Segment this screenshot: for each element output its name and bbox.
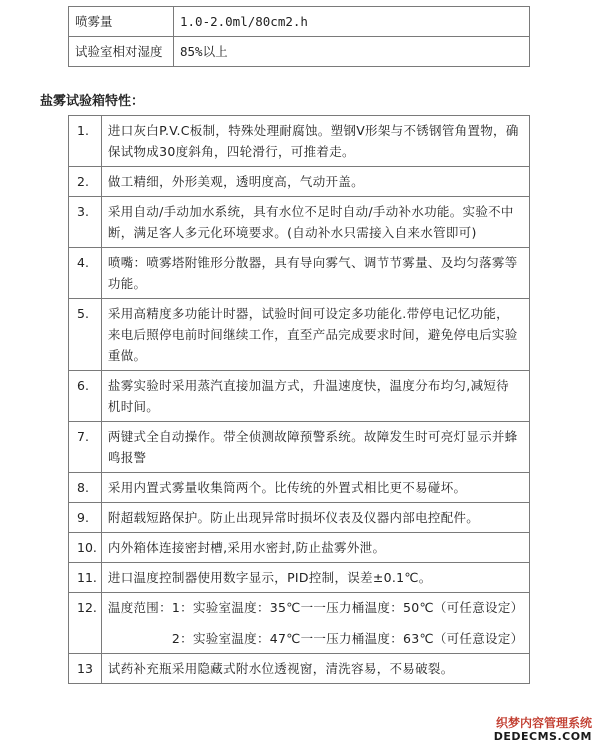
- feature-number: 3.: [69, 197, 102, 248]
- feature-text-line: 2：实验室温度：47℃一一压力桶温度：63℃（可任意设定）: [107, 631, 524, 646]
- watermark-line-1: 织梦内容管理系统: [495, 716, 592, 730]
- feature-number: 1.: [69, 116, 102, 167]
- feature-row: [69, 593, 530, 654]
- feature-number: 10.: [69, 533, 102, 563]
- spec-value: 1.0-2.0ml/80cm2.h: [174, 7, 530, 37]
- feature-text: [101, 473, 529, 503]
- watermark-logo: [494, 716, 592, 744]
- feature-text: [101, 371, 529, 422]
- spec-table-body: [69, 7, 530, 67]
- feature-number: 13: [69, 654, 102, 684]
- spec-row: [69, 37, 530, 67]
- feature-text-line: 进口温度控制器使用数字显示，PID控制，误差±0.1℃。: [107, 570, 432, 585]
- feature-number: 11.: [69, 563, 102, 593]
- feature-text-line: 盐雾实验时采用蒸汽直接加温方式，升温速度快，温度分布均匀,减短待机时间。: [107, 378, 509, 414]
- feature-number: 12.: [69, 593, 102, 654]
- feature-text-line: 做工精细，外形美观，透明度高，气动开盖。: [107, 174, 364, 189]
- feature-text-line: 喷嘴：喷雾塔附锥形分散器，具有导向雾气、调节节雾量、及均匀落雾等功能。: [107, 255, 518, 291]
- feature-row: [69, 422, 530, 473]
- feature-number: 6.: [69, 371, 102, 422]
- feature-text: [101, 533, 529, 563]
- feature-table: [68, 115, 530, 684]
- feature-number: 9.: [69, 503, 102, 533]
- feature-text: [101, 654, 529, 684]
- feature-text-line: 试药补充瓶采用隐藏式附水位透视窗，清洗容易，不易破裂。: [107, 661, 454, 676]
- feature-text-line: 两键式全自动操作。带全侦测故障预警系统。故障发生时可亮灯显示并蜂鸣报警: [107, 429, 518, 465]
- feature-row: [69, 197, 530, 248]
- feature-number: 7.: [69, 422, 102, 473]
- feature-text-line: 进口灰白P.V.C板制，特殊处理耐腐蚀。塑钢V形架与不锈钢管角置物，确保试物成30度斜角，四轮滑行，可推着走。: [107, 123, 519, 159]
- feature-row: [69, 167, 530, 197]
- spec-table: [68, 6, 530, 67]
- feature-number: 2.: [69, 167, 102, 197]
- feature-text-line: 采用高精度多功能计时器，试验时间可设定多功能化.带停电记忆功能，来电后照停电前时间继续工作，直至产品完成要求时间，避免停电后实验重做。: [107, 306, 518, 363]
- spec-row: [69, 7, 530, 37]
- watermark-line-2: DEDECMS.COM: [493, 730, 592, 743]
- feature-text: [101, 503, 529, 533]
- feature-text-line: 内外箱体连接密封槽,采用水密封,防止盐雾外泄。: [107, 540, 386, 555]
- feature-text: [101, 116, 529, 167]
- feature-text-line: 温度范围：1：实验室温度：35℃一一压力桶温度：50℃（可任意设定）: [107, 600, 524, 615]
- feature-row: [69, 533, 530, 563]
- spec-label: 喷雾量: [69, 7, 174, 37]
- feature-row: [69, 503, 530, 533]
- feature-row: [69, 299, 530, 371]
- feature-row: [69, 473, 530, 503]
- feature-number: 4.: [69, 248, 102, 299]
- feature-text: [101, 422, 529, 473]
- feature-row: [69, 654, 530, 684]
- feature-row: [69, 371, 530, 422]
- feature-number: 5.: [69, 299, 102, 371]
- feature-table-body: [69, 116, 530, 684]
- spec-value: 85%以上: [174, 37, 530, 67]
- feature-text: [101, 593, 529, 654]
- feature-text: [101, 167, 529, 197]
- feature-row: [69, 248, 530, 299]
- feature-text-line: 附超载短路保护。防止出现异常时损坏仪表及仪器内部电控配件。: [107, 510, 480, 525]
- feature-text-line: 采用自动/手动加水系统，具有水位不足时自动/手动补水功能。实验不中断，满足客人多元化环境要求。(自动补水只需接入自来水管即可): [107, 204, 514, 240]
- feature-text: [101, 197, 529, 248]
- feature-text: [101, 248, 529, 299]
- feature-text-line: 采用内置式雾量收集筒两个。比传统的外置式相比更不易碰坏。: [107, 480, 467, 495]
- feature-row: [69, 563, 530, 593]
- feature-text: [101, 563, 529, 593]
- spec-label: 试验室相对湿度: [69, 37, 174, 67]
- feature-number: 8.: [69, 473, 102, 503]
- feature-row: [69, 116, 530, 167]
- feature-text: [101, 299, 529, 371]
- section-heading: 盐雾试验箱特性：: [40, 94, 145, 109]
